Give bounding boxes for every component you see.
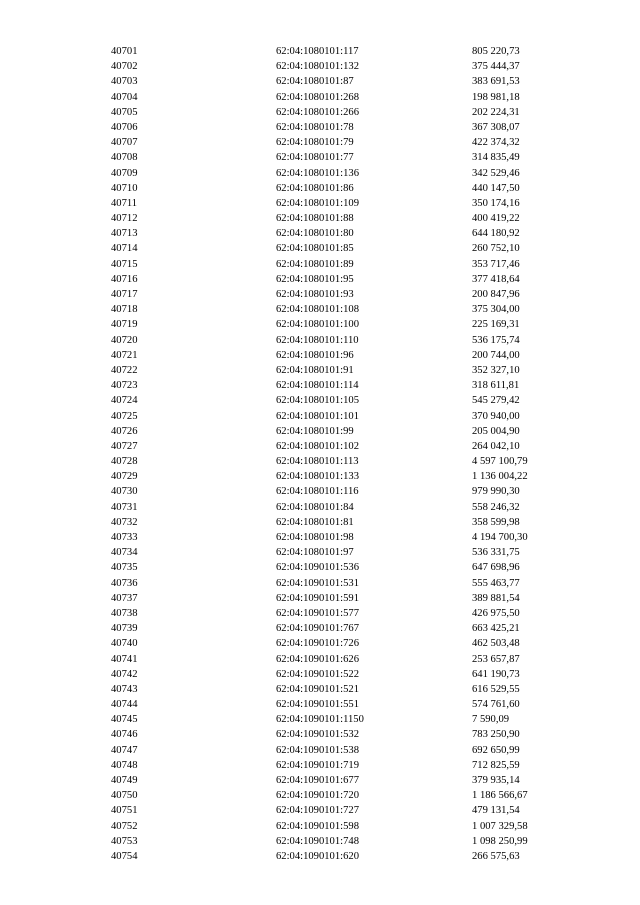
table-row [0,105,640,120]
cadastral-value: 712 825,59 [472,759,520,771]
cadastral-value: 558 246,32 [472,501,520,513]
row-number: 40710 [111,182,138,194]
cadastral-value: 225 169,31 [472,319,520,331]
table-row [0,621,640,636]
cadastral-value: 440 147,50 [472,182,520,194]
cadastral-value: 253 657,87 [472,653,520,665]
cadastral-value: 783 250,90 [472,729,520,741]
table-row [0,545,640,560]
table-row [0,317,640,332]
cadastral-value: 555 463,77 [472,577,520,589]
cadastral-value: 377 418,64 [472,273,520,285]
cadastral-number: 62:04:1080101:100 [276,319,359,331]
table-row [0,682,640,697]
row-number: 40724 [111,395,138,407]
row-number: 40731 [111,501,138,513]
row-number: 40743 [111,683,138,695]
table-row [0,409,640,424]
row-number: 40726 [111,425,138,437]
cadastral-number: 62:04:1080101:116 [276,486,359,498]
row-number: 40718 [111,304,138,316]
table-row [0,226,640,241]
table-row [0,606,640,621]
table-row [0,515,640,530]
cadastral-number: 62:04:1080101:266 [276,106,359,118]
row-number: 40715 [111,258,138,270]
cadastral-value: 200 744,00 [472,349,520,361]
row-number: 40736 [111,577,138,589]
cadastral-value: 7 590,09 [472,714,510,726]
row-number: 40738 [111,607,138,619]
table-row [0,348,640,363]
cadastral-value: 264 042,10 [472,440,520,452]
table-row [0,378,640,393]
table-row [0,287,640,302]
table-row [0,363,640,378]
row-number: 40754 [111,850,138,862]
cadastral-value: 358 599,98 [472,516,520,528]
cadastral-value: 379 935,14 [472,775,520,786]
cadastral-number: 62:04:1090101:726 [276,638,359,650]
cadastral-value: 353 717,46 [472,258,520,270]
table-row [0,469,640,484]
cadastral-value-table [0,44,640,864]
row-number: 40713 [111,228,138,240]
row-number: 40750 [111,790,138,802]
row-number: 40747 [111,744,138,756]
cadastral-number: 62:04:1080101:93 [276,289,354,300]
table-row [0,803,640,818]
row-number: 40729 [111,471,138,483]
table-row [0,788,640,803]
table-row [0,484,640,499]
table-row [0,636,640,651]
row-number: 40748 [111,759,138,771]
cadastral-value: 616 529,55 [472,683,520,695]
cadastral-value: 375 444,37 [472,61,520,73]
cadastral-number: 62:04:1080101:95 [276,273,354,285]
cadastral-value: 545 279,42 [472,395,520,407]
table-row [0,272,640,287]
cadastral-number: 62:04:1080101:114 [276,380,359,392]
row-number: 40707 [111,137,138,149]
table-row [0,652,640,667]
row-number: 40717 [111,289,138,300]
cadastral-number: 62:04:1090101:748 [276,835,359,847]
cadastral-number: 62:04:1090101:577 [276,607,359,619]
cadastral-value: 350 174,16 [472,197,520,209]
table-row [0,712,640,727]
row-number: 40732 [111,516,138,528]
cadastral-number: 62:04:1080101:132 [276,61,359,73]
cadastral-number: 62:04:1080101:108 [276,304,359,316]
table-row [0,181,640,196]
row-number: 40725 [111,410,138,422]
row-number: 40704 [111,91,138,103]
cadastral-number: 62:04:1080101:97 [276,547,354,559]
cadastral-number: 62:04:1080101:80 [276,228,354,240]
cadastral-value: 647 698,96 [472,562,520,574]
row-number: 40745 [111,714,138,726]
cadastral-value: 422 374,32 [472,137,520,149]
cadastral-value: 383 691,53 [472,76,520,88]
table-row [0,454,640,469]
cadastral-number: 62:04:1080101:77 [276,152,354,164]
cadastral-number: 62:04:1080101:87 [276,76,354,88]
cadastral-number: 62:04:1080101:79 [276,137,354,149]
cadastral-number: 62:04:1080101:113 [276,456,359,468]
row-number: 40739 [111,623,138,635]
table-row [0,743,640,758]
cadastral-number: 62:04:1080101:89 [276,258,354,270]
table-row [0,150,640,165]
table-row [0,697,640,712]
cadastral-value: 260 752,10 [472,243,520,255]
row-number: 40712 [111,213,138,225]
row-number: 40728 [111,456,138,468]
cadastral-value: 1 136 004,22 [472,471,528,483]
row-number: 40716 [111,273,138,285]
cadastral-number: 62:04:1080101:99 [276,425,354,437]
row-number: 40705 [111,106,138,118]
table-row [0,560,640,575]
row-number: 40721 [111,349,138,361]
table-row [0,135,640,150]
cadastral-number: 62:04:1090101:521 [276,683,359,695]
row-number: 40708 [111,152,138,164]
cadastral-number: 62:04:1080101:84 [276,501,354,513]
cadastral-number: 62:04:1080101:85 [276,243,354,255]
cadastral-number: 62:04:1080101:81 [276,516,354,528]
cadastral-value: 536 175,74 [472,334,520,346]
cadastral-value: 200 847,96 [472,289,520,300]
row-number: 40714 [111,243,138,255]
table-row [0,74,640,89]
cadastral-value: 479 131,54 [472,805,520,817]
row-number: 40753 [111,835,138,847]
row-number: 40752 [111,820,138,832]
row-number: 40711 [111,197,138,209]
cadastral-value: 370 940,00 [472,410,520,422]
cadastral-number: 62:04:1080101:78 [276,121,354,133]
row-number: 40737 [111,592,138,604]
cadastral-value: 352 327,10 [472,364,520,376]
table-row [0,59,640,74]
cadastral-number: 62:04:1080101:86 [276,182,354,194]
cadastral-value: 375 304,00 [472,304,520,316]
cadastral-number: 62:04:1090101:531 [276,577,359,589]
cadastral-value: 644 180,92 [472,228,520,240]
cadastral-value: 536 331,75 [472,547,520,559]
cadastral-value: 367 308,07 [472,121,520,133]
table-row [0,773,640,788]
cadastral-number: 62:04:1090101:626 [276,653,359,665]
table-row [0,500,640,515]
table-row [0,424,640,439]
cadastral-number: 62:04:1090101:551 [276,699,359,711]
cadastral-value: 692 650,99 [472,744,520,756]
row-number: 40735 [111,562,138,574]
cadastral-number: 62:04:1090101:720 [276,790,359,802]
cadastral-number: 62:04:1090101:719 [276,759,359,771]
cadastral-number: 62:04:1080101:96 [276,349,354,361]
table-row [0,667,640,682]
row-number: 40733 [111,532,138,543]
row-number: 40722 [111,364,138,376]
cadastral-value: 663 425,21 [472,623,520,635]
cadastral-number: 62:04:1090101:767 [276,623,359,635]
row-number: 40703 [111,76,138,88]
cadastral-value: 198 981,18 [472,91,520,103]
table-row [0,849,640,864]
cadastral-value: 462 503,48 [472,638,520,650]
cadastral-value: 205 004,90 [472,425,520,437]
table-row [0,44,640,59]
table-row [0,591,640,606]
row-number: 40723 [111,380,138,392]
cadastral-value: 314 835,49 [472,152,520,164]
cadastral-number: 62:04:1090101:1150 [276,714,364,726]
cadastral-number: 62:04:1080101:88 [276,213,354,225]
cadastral-value: 1 007 329,58 [472,820,528,832]
row-number: 40742 [111,668,138,680]
cadastral-number: 62:04:1080101:91 [276,364,354,376]
cadastral-number: 62:04:1080101:98 [276,532,354,543]
cadastral-number: 62:04:1080101:133 [276,471,359,483]
table-row [0,576,640,591]
cadastral-number: 62:04:1090101:727 [276,805,359,817]
row-number: 40751 [111,805,138,817]
cadastral-number: 62:04:1080101:102 [276,440,359,452]
cadastral-number: 62:04:1090101:532 [276,729,359,741]
row-number: 40719 [111,319,138,331]
table-row [0,196,640,211]
row-number: 40730 [111,486,138,498]
table-row [0,758,640,773]
table-row [0,333,640,348]
row-number: 40746 [111,729,138,741]
cadastral-value: 979 990,30 [472,486,520,498]
table-row [0,211,640,226]
cadastral-number: 62:04:1090101:677 [276,775,359,786]
cadastral-number: 62:04:1080101:268 [276,91,359,103]
row-number: 40741 [111,653,138,665]
table-row [0,302,640,317]
table-row [0,393,640,408]
cadastral-value: 1 186 566,67 [472,790,528,802]
cadastral-value: 202 224,31 [472,106,520,118]
cadastral-value: 342 529,46 [472,167,520,179]
cadastral-value: 400 419,22 [472,213,520,225]
row-number: 40727 [111,440,138,452]
table-row [0,439,640,454]
row-number: 40740 [111,638,138,650]
row-number: 40744 [111,699,138,711]
cadastral-number: 62:04:1080101:105 [276,395,359,407]
cadastral-number: 62:04:1080101:117 [276,46,359,57]
table-row [0,166,640,181]
table-row [0,257,640,272]
cadastral-number: 62:04:1080101:136 [276,167,359,179]
cadastral-value: 318 611,81 [472,380,520,392]
table-row [0,241,640,256]
row-number: 40706 [111,121,138,133]
table-row [0,834,640,849]
table-row [0,819,640,834]
cadastral-number: 62:04:1090101:598 [276,820,359,832]
cadastral-value: 426 975,50 [472,607,520,619]
cadastral-value: 1 098 250,99 [472,835,528,847]
cadastral-number: 62:04:1090101:536 [276,562,359,574]
table-row [0,120,640,135]
row-number: 40701 [111,46,138,57]
cadastral-value: 4 597 100,79 [472,456,528,468]
cadastral-number: 62:04:1090101:522 [276,668,359,680]
cadastral-number: 62:04:1080101:109 [276,197,359,209]
table-row [0,90,640,105]
cadastral-number: 62:04:1090101:620 [276,850,359,862]
cadastral-number: 62:04:1080101:110 [276,334,359,346]
cadastral-value: 805 220,73 [472,46,520,57]
cadastral-value: 641 190,73 [472,668,520,680]
row-number: 40709 [111,167,138,179]
row-number: 40734 [111,547,138,559]
row-number: 40720 [111,334,138,346]
cadastral-value: 4 194 700,30 [472,532,528,543]
cadastral-number: 62:04:1080101:101 [276,410,359,422]
cadastral-value: 574 761,60 [472,699,520,711]
cadastral-value: 389 881,54 [472,592,520,604]
table-row [0,530,640,545]
cadastral-number: 62:04:1090101:538 [276,744,359,756]
table-row [0,727,640,742]
row-number: 40702 [111,61,138,73]
cadastral-value: 266 575,63 [472,850,520,862]
cadastral-number: 62:04:1090101:591 [276,592,359,604]
row-number: 40749 [111,775,138,786]
